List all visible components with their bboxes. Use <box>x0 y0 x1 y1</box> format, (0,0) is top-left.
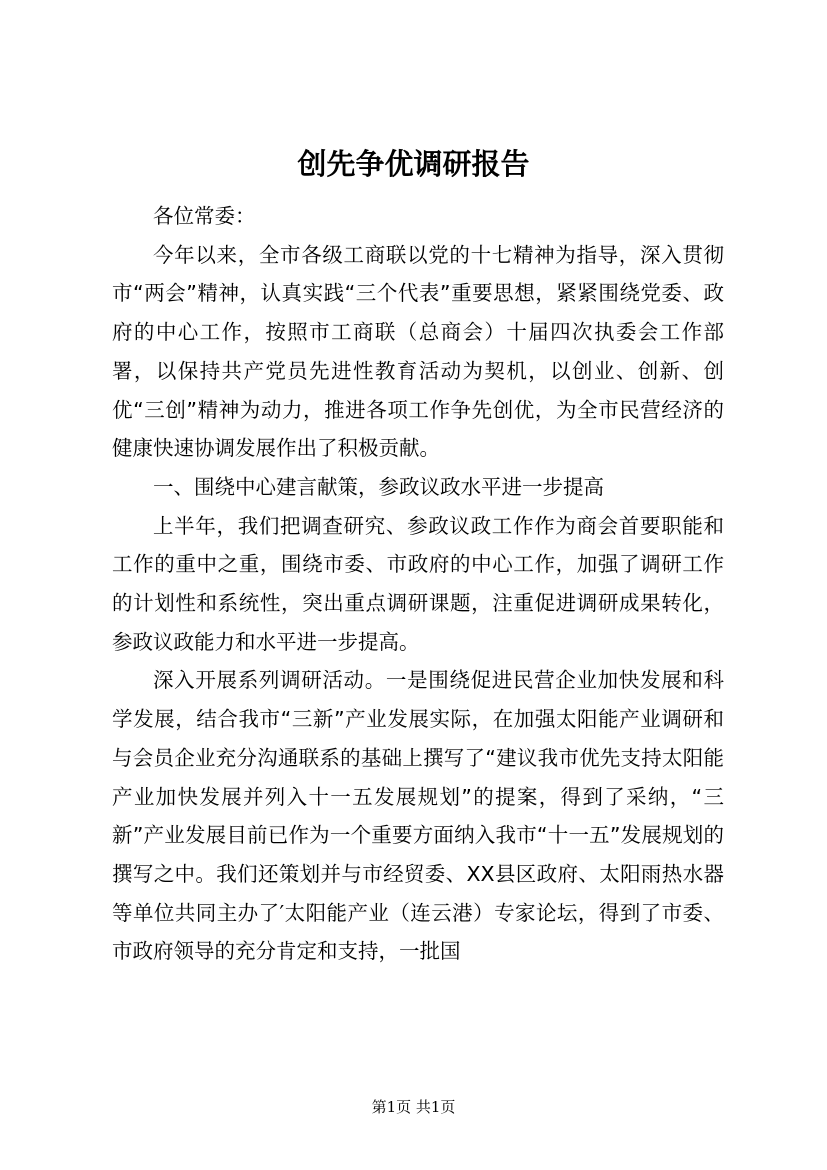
paragraph-activities: 深入开展系列调研活动。一是围绕促进民营企业加快发展和科学发展，结合我市“三新”产业发展实际，在加强太阳能产业调研和与会员企业充分沟通联系的基础上撰写了“建议我市优先支持太阳能产业加快发展并列入十一五发展规划”的提案，得到了采纳，“三新”产业发展目前已作为一个重要方面纳入我市“十一五”发展规划的撰写之中。我们还策划并与市经贸委、XX县区政府、太阳雨热水器等单位共同主办了′太阳能产业（连云港）专家论坛，得到了市委、市政府领导的充分肯定和支持，一批国 <box>112 668 724 964</box>
page-footer: 第1页 共1页 <box>371 1098 456 1116</box>
paragraph-research: 上半年，我们把调查研究、参政议政工作作为商会首要职能和工作的重中之重，围绕市委、市政府的中心工作，加强了调研工作的计划性和系统性，突出重点调研课题，注重促进调研成果转化，参政议政能力和水平进一步提高。 <box>112 513 724 654</box>
document-body <box>112 197 724 971</box>
salutation: 各位常委： <box>153 204 256 228</box>
document-title: 创先争优调研报告 <box>297 147 530 181</box>
paragraph-intro: 今年以来，全市各级工商联以党的十七精神为指导，深入贯彻市“两会”精神，认真实践“三个代表”重要思想，紧紧围绕党委、政府的中心工作，按照市工商联（总商会）十届四次执委会工作部署，以保持共产党员先进性教育活动为契机，以创业、创新、创优“三创”精神为动力，推进各项工作争先创优，为全市民营经济的健康快速协调发展作出了积极贡献。 <box>112 242 724 461</box>
section-heading-1: 一、围绕中心建言献策，参政议政水平进一步提高 <box>153 474 604 499</box>
